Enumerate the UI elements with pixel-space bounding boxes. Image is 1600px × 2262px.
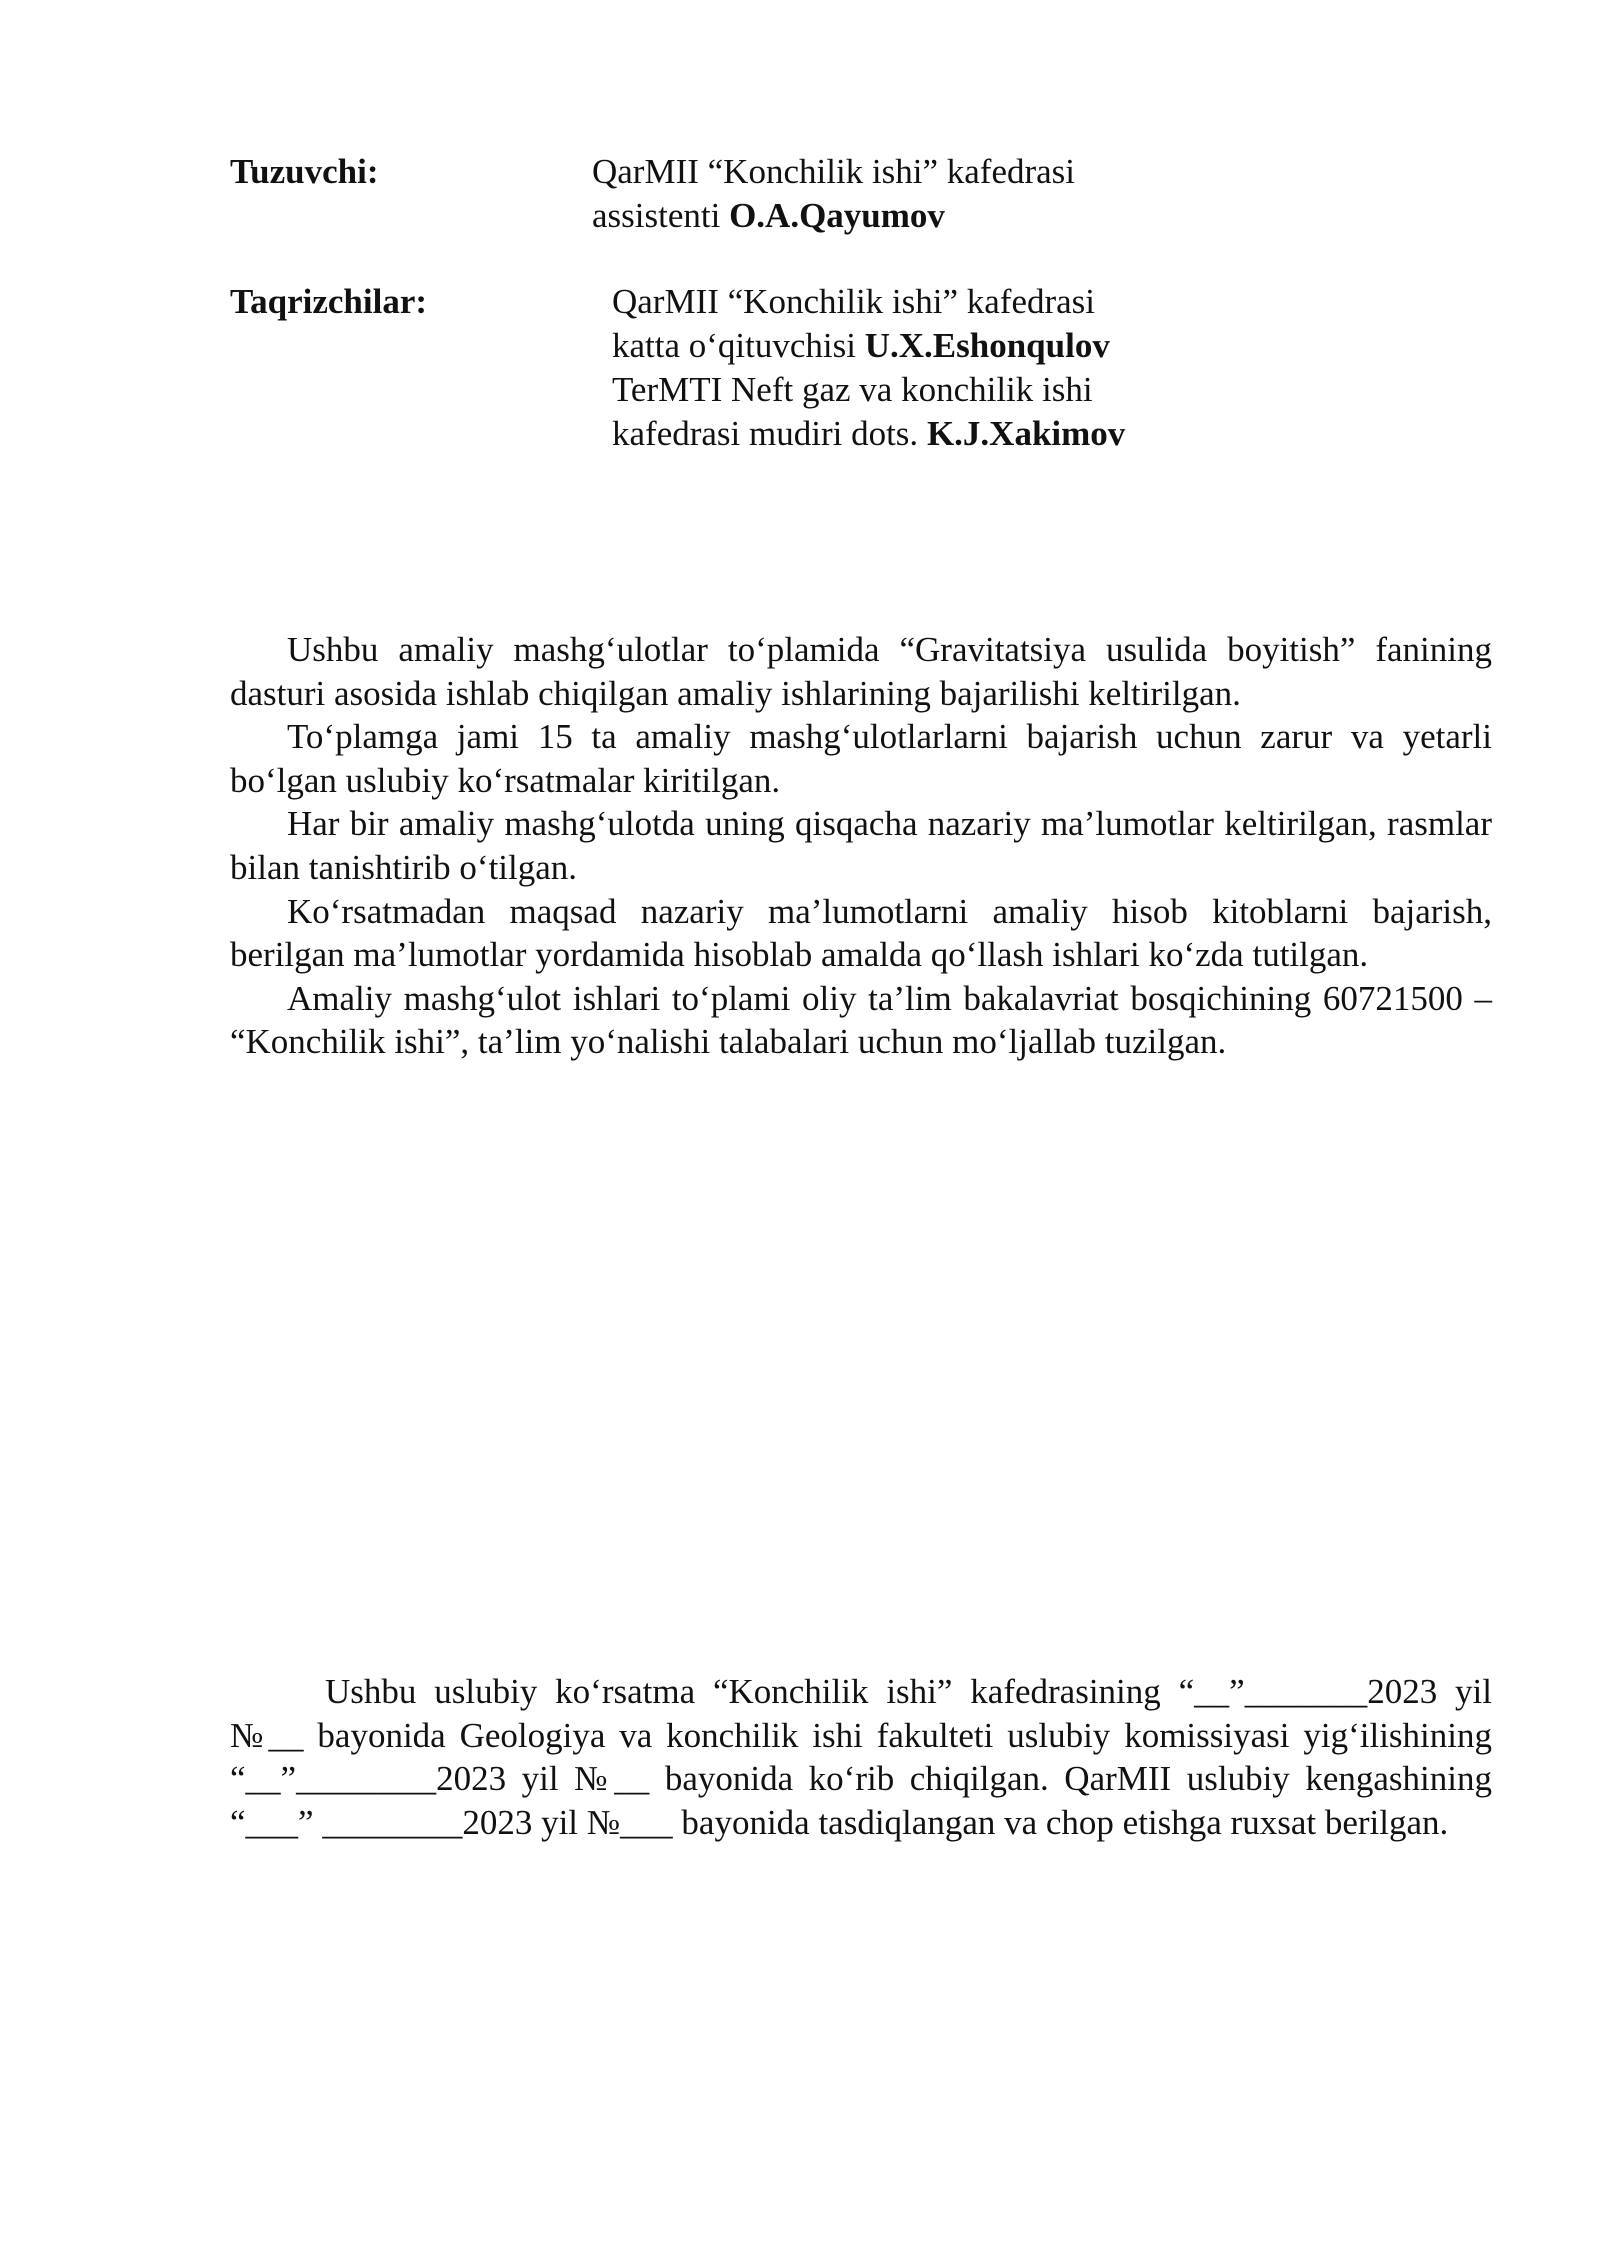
summary-section [230, 628, 1492, 1064]
compiler-role-label: Tuzuvchi: [230, 152, 379, 191]
reviewers-details [612, 280, 1230, 456]
approval-paragraph: Ushbu uslubiy ko‘rsatma “Konchilik ishi” kafedrasining “__”_______2023 yil №__ bayonida Geologiya va konchilik ishi fakulteti uslubiy komissiyasi yig‘ilishining “__”________2023 yil №__ bayonida ko‘rib chiqilgan. QarMII uslubiy kengashining “___” ________2023 yil №___ bayonida tasdiqlangan va chop etishga ruxsat berilgan. [230, 1672, 1492, 1842]
reviewer1-name: U.X.Eshonqulov [864, 326, 1110, 365]
compiler-details [592, 150, 1230, 238]
reviewer1-affiliation: QarMII “Konchilik ishi” kafedrasi [612, 282, 1096, 321]
credits-section [230, 150, 1230, 456]
reviewers-role-label: Taqrizchilar: [230, 282, 428, 321]
compiler-position [592, 194, 1230, 238]
compiler-name: O.A.Qayumov [729, 196, 945, 235]
reviewers-block [230, 280, 1230, 456]
summary-paragraph: To‘plamga jami 15 ta amaliy mashg‘ulotlarlarni bajarish uchun zarur va yetarli bo‘lgan uslubiy ko‘rsatmalar kiritilgan. [230, 717, 1492, 800]
reviewer1-title: katta o‘qituvchisi [612, 326, 865, 365]
compiler-block [230, 150, 1230, 238]
reviewer2-title: kafedrasi mudiri dots. [612, 414, 927, 453]
summary-paragraph: Amaliy mashg‘ulot ishlari to‘plami oliy ta’lim bakalavriat bosqichining 60721500 – “Konchilik ishi”, ta’lim yo‘nalishi talabalari uchun mo‘ljallab tuzilgan. [230, 978, 1492, 1062]
reviewer2-position [612, 412, 1230, 456]
reviewer2-affiliation: TerMTI Neft gaz va konchilik ishi [612, 370, 1093, 409]
compiler-title: assistenti [592, 196, 730, 235]
approval-section [230, 1670, 1492, 1844]
reviewer1-position [612, 324, 1230, 368]
reviewer2-name: K.J.Xakimov [926, 414, 1126, 453]
compiler-affiliation: QarMII “Konchilik ishi” kafedrasi [592, 152, 1076, 191]
summary-paragraph: Ushbu amaliy mashg‘ulotlar to‘plamida “Gravitatsiya usulida boyitish” fanining dasturi asosida ishlab chiqilgan amaliy ishlarining bajarilishi keltirilgan. [230, 630, 1492, 713]
summary-paragraph: Ko‘rsatmadan maqsad nazariy ma’lumotlarni amaliy hisob kitoblarni bajarish, berilgan ma’lumotlar yordamida hisoblab amalda qo‘llash ishlari ko‘zda tutilgan. [230, 891, 1492, 975]
summary-paragraph: Har bir amaliy mashg‘ulotda uning qisqacha nazariy ma’lumotlar keltirilgan, rasmlar bilan tanishtirib o‘tilgan. [230, 804, 1492, 887]
